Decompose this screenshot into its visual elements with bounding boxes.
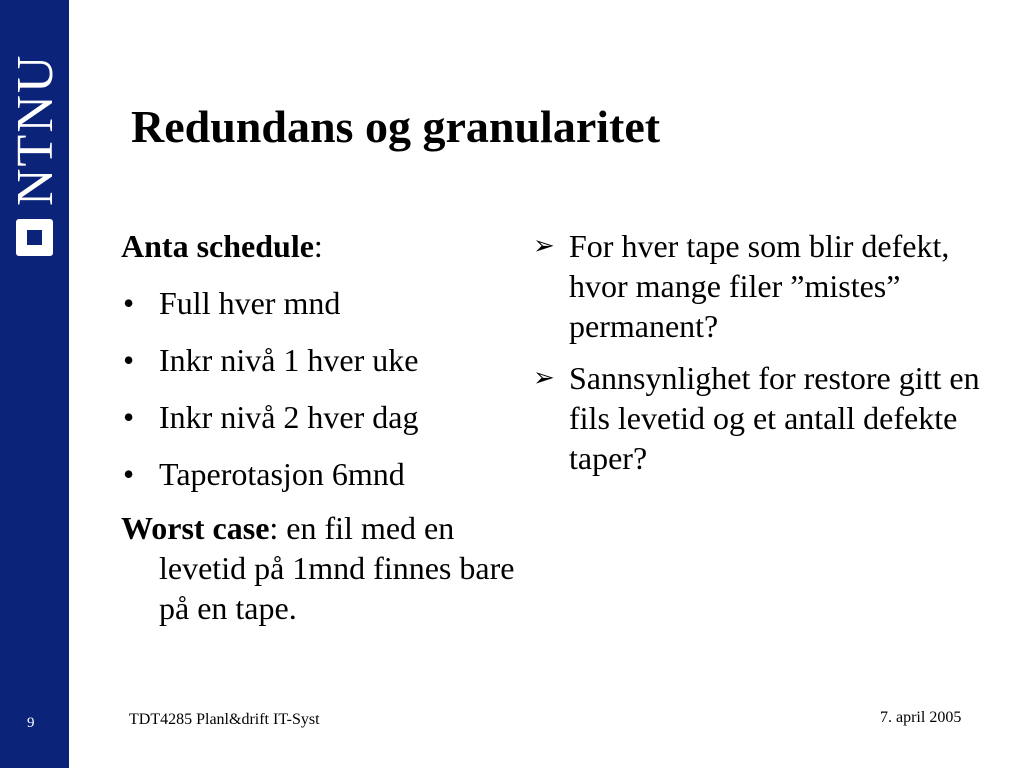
worst-case-paragraph — [121, 508, 521, 628]
sidebar — [0, 0, 69, 768]
worst-case-text: : en fil med en levetid på 1mnd finnes bare på en tape. — [159, 510, 515, 626]
list-item — [121, 283, 521, 323]
right-column — [533, 226, 993, 490]
list-item — [121, 454, 521, 494]
slide-title: Redundans og granularitet — [131, 101, 661, 152]
footer-course: TDT4285 Planl&drift IT-Syst — [129, 711, 320, 728]
schedule-heading-bold: Anta schedule — [121, 228, 314, 264]
left-column — [121, 226, 521, 628]
page-number: 9 — [27, 715, 35, 731]
arrow-bullet-icon: ➢ — [533, 231, 555, 260]
list-item-text: Taperotasjon 6mnd — [159, 456, 405, 492]
list-item — [533, 358, 993, 478]
list-item-text: Inkr nivå 2 hver dag — [159, 399, 419, 435]
worst-case-bold: Worst case — [121, 510, 270, 546]
bullet-icon: • — [123, 399, 135, 435]
footer-date: 7. april 2005 — [880, 709, 962, 726]
list-item-text: Full hver mnd — [159, 285, 341, 321]
bullet-icon: • — [123, 456, 135, 492]
arrow-bullet-icon: ➢ — [533, 363, 555, 392]
list-item-text: Inkr nivå 1 hver uke — [159, 342, 419, 378]
list-item — [533, 226, 993, 346]
bullet-icon: • — [123, 342, 135, 378]
list-item — [121, 340, 521, 380]
list-item-text: Sannsynlighet for restore gitt en fils levetid og et antall defekte taper? — [569, 360, 980, 476]
ntnu-logo-text: NTNU — [7, 53, 64, 206]
ntnu-logo-icon — [16, 219, 53, 256]
schedule-heading — [121, 226, 521, 266]
list-item-text: For hver tape som blir defekt, hvor mange filer ”mistes” permanent? — [569, 228, 950, 344]
schedule-heading-suffix: : — [313, 228, 323, 264]
list-item — [121, 397, 521, 437]
bullet-icon: • — [123, 285, 135, 321]
